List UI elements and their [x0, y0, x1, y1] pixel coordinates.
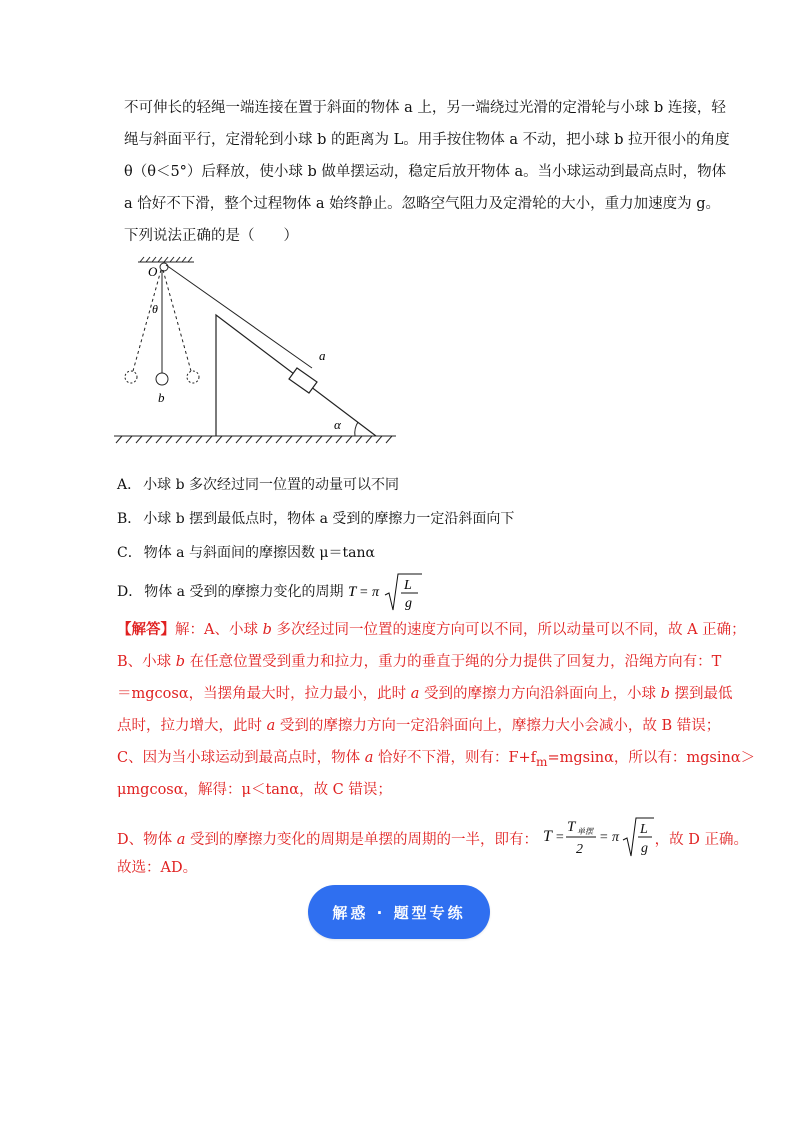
sol-var: b	[660, 686, 670, 702]
solution-line-4	[117, 714, 720, 735]
solution-tag: 【解答】	[117, 621, 175, 638]
rope	[166, 265, 312, 368]
option-a-text: 小球 b 多次经过同一位置的动量可以不同	[143, 477, 399, 493]
sol-var: b	[175, 654, 186, 670]
sol-var: a	[266, 718, 276, 734]
physics-diagram	[112, 256, 402, 456]
formula-g: g	[640, 841, 648, 856]
solution-line-2	[117, 650, 721, 671]
question-line-5: 下列说法正确的是（ ）	[124, 228, 298, 244]
option-b-label: B．	[117, 511, 142, 527]
sol-text: 受到的摩擦力变化的周期是单摆的周期的一半，即有：	[185, 832, 538, 848]
option-d-text: 物体 a 受到的摩擦力变化的周期	[144, 584, 344, 600]
sol-text: ＝mgcosα，当摆角最大时，拉力最小，此时	[117, 686, 411, 702]
solution-line-8: 故选：AD。	[117, 860, 198, 876]
sol-text: 多次经过同一位置的速度方向可以不同，所以动量可以不同，故 A 正确；	[271, 622, 746, 638]
pulley	[160, 263, 168, 271]
option-d[interactable]	[117, 570, 428, 614]
solution-line-6: μmgcosα，解得：μ＜tanα，故 C 错误；	[117, 782, 392, 798]
pendulum-dashed-left	[133, 270, 161, 371]
sol-text: ，故 D 正确。	[654, 832, 748, 848]
label-b: b	[158, 390, 165, 405]
sol-text: 恰好不下滑，则有：F+f	[373, 750, 537, 766]
formula-g: g	[404, 596, 412, 611]
question-line-4: a 恰好不下滑，整个过程物体 a 始终静止。忽略空气阻力及定滑轮的大小，重力加速度为 g。	[124, 196, 721, 212]
option-c[interactable]	[117, 542, 375, 562]
solution-line-5	[117, 746, 755, 769]
sol-text: B、小球	[117, 654, 176, 670]
question-line-1: 不可伸长的轻绳一端连接在置于斜面的物体 a 上，另一端绕过光滑的定滑轮与小球 b 连接，轻	[124, 100, 726, 116]
formula-L: L	[403, 578, 412, 593]
label-theta: θ	[152, 302, 158, 316]
sol-text: 受到的摩擦力方向一定沿斜面向上，摩擦力大小会减小，故 B 错误；	[275, 718, 721, 734]
solution-formula	[543, 814, 655, 860]
sol-var: a	[176, 832, 186, 848]
topic-practice-button[interactable]: 解惑 · 题型专练	[308, 885, 490, 939]
sol-text: 解：A、小球	[175, 622, 263, 638]
option-b[interactable]	[117, 508, 514, 528]
ceiling	[138, 257, 194, 262]
formula-eq2: = π	[598, 830, 619, 845]
formula-T: T	[347, 584, 357, 600]
formula-den: 2	[575, 842, 583, 857]
label-alpha: α	[334, 417, 341, 432]
solution-line-7	[117, 814, 748, 860]
formula-T: T	[542, 828, 552, 845]
formula-L: L	[639, 822, 648, 837]
ball-right-ghost	[187, 371, 199, 383]
sol-text: 受到的摩擦力方向沿斜面向上，小球	[419, 686, 661, 702]
formula-eq: = π	[358, 585, 379, 600]
block-a	[289, 368, 317, 393]
sol-text: 在任意位置受到重力和拉力，重力的垂直于绳的分力提供了回复力，沿绳方向有：T	[185, 654, 722, 670]
sol-var: a	[364, 750, 374, 766]
sol-text: 摆到最低	[669, 686, 733, 702]
option-d-formula	[348, 570, 428, 614]
sol-var: a	[410, 686, 420, 702]
ball-left-ghost	[125, 371, 137, 383]
solution-line-1	[117, 618, 746, 639]
ball-b	[156, 373, 168, 385]
option-c-label: C．	[117, 545, 142, 561]
formula-eq: =	[554, 830, 565, 845]
option-b-text: 小球 b 摆到最低点时，物体 a 受到的摩擦力一定沿斜面向下	[143, 511, 515, 527]
question-line-3: θ（θ＜5°）后释放，使小球 b 做单摆运动，稳定后放开物体 a。当小球运动到最高点时，物体	[124, 164, 727, 180]
sol-text: D、物体	[117, 832, 177, 848]
sol-text: =mgsinα，所以有：mgsinα＞	[547, 750, 756, 766]
question-line-2: 绳与斜面平行，定滑轮到小球 b 的距离为 L。用手按住物体 a 不动，把小球 b 拉开很小的角度	[124, 132, 730, 148]
question-text	[124, 92, 730, 252]
ground	[114, 436, 396, 443]
solution-line-3	[117, 682, 733, 703]
sol-text: 点时，拉力增大，此时	[117, 718, 267, 734]
sol-var: b	[262, 622, 272, 638]
option-a[interactable]	[117, 474, 399, 494]
label-a: a	[319, 348, 326, 363]
option-a-label: A．	[117, 477, 142, 493]
formula-T-num: T	[566, 819, 575, 835]
pendulum-dashed-right	[163, 270, 191, 371]
label-O: O	[148, 264, 158, 279]
angle-arc	[355, 422, 358, 436]
formula-sub: 单摆	[576, 827, 593, 836]
sol-sub: m	[536, 754, 548, 769]
option-c-text: 物体 a 与斜面间的摩擦因数 μ＝tanα	[143, 545, 375, 561]
option-d-label: D．	[117, 584, 143, 600]
sol-text: C、因为当小球运动到最高点时，物体	[117, 750, 365, 766]
